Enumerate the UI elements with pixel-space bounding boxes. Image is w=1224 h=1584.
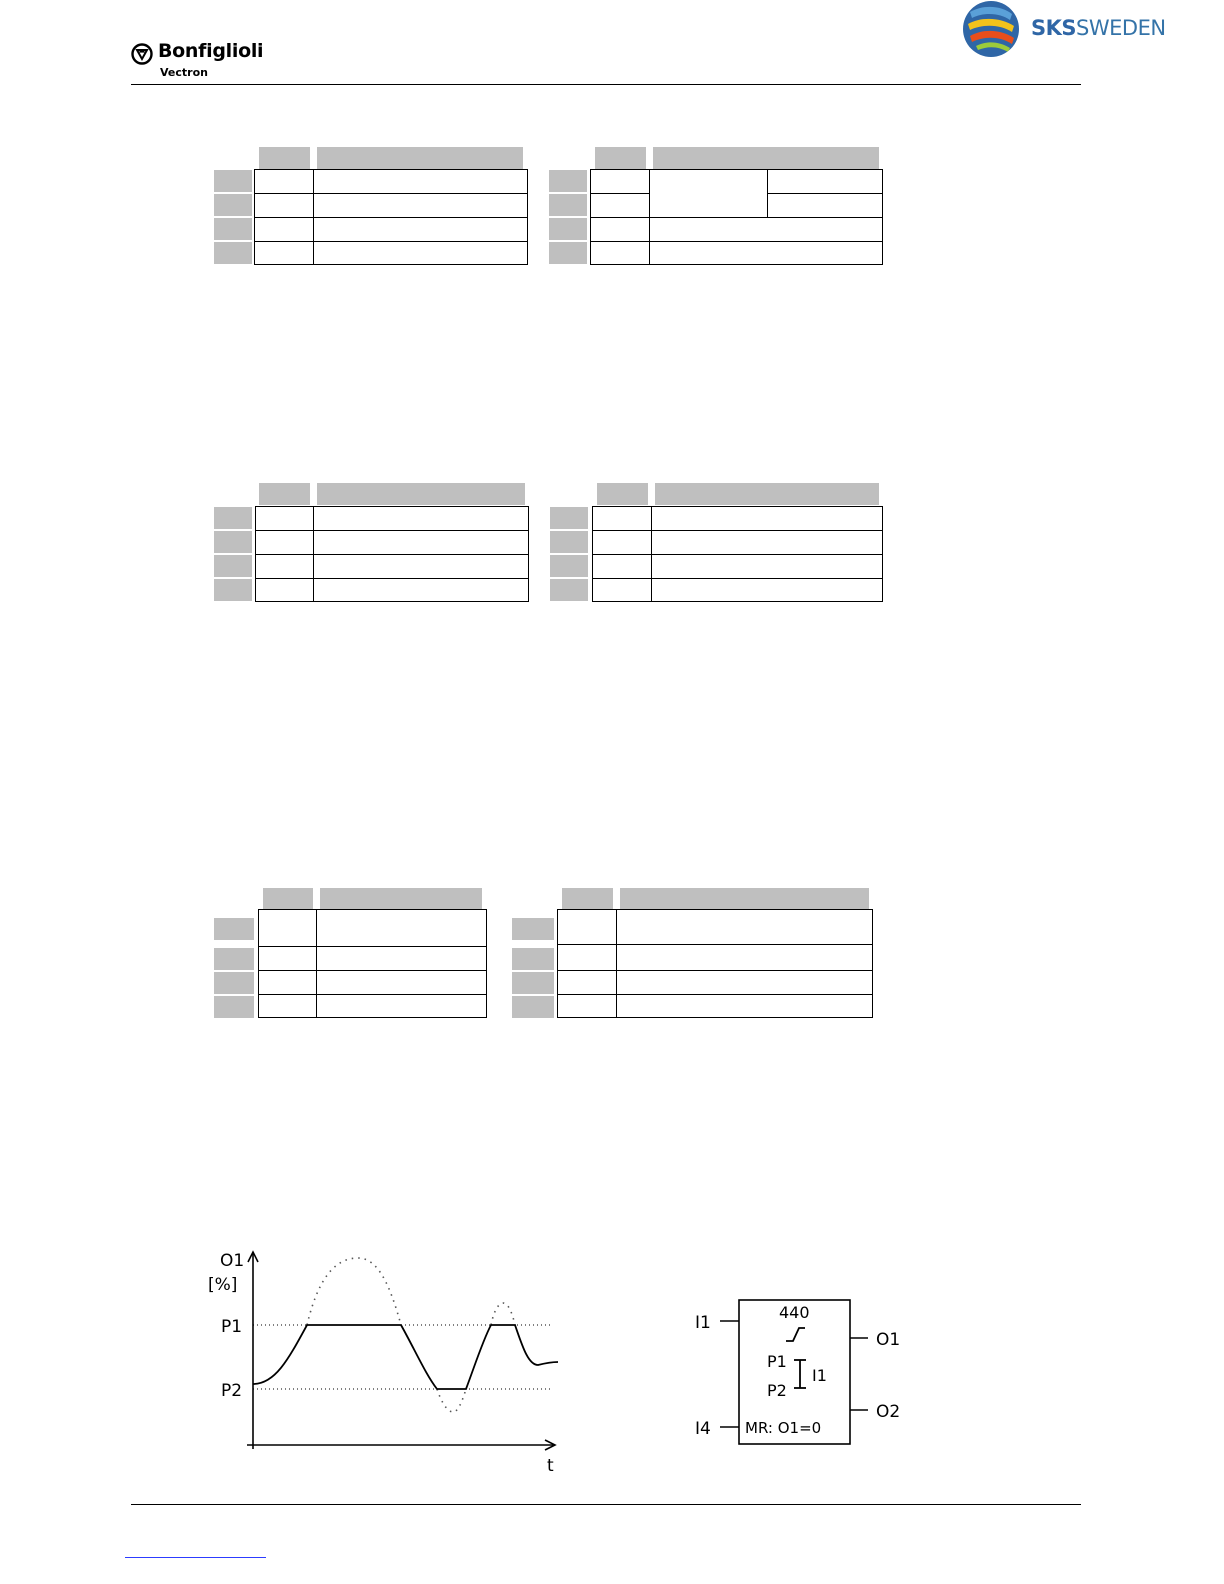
output-o2-label: O2 xyxy=(876,1402,901,1422)
row-header-cell xyxy=(214,948,254,970)
table-cell xyxy=(557,970,617,995)
sks-logo-rest: SWEDEN xyxy=(1076,16,1166,40)
table-cell xyxy=(616,994,873,1018)
row-header-cell xyxy=(214,170,252,192)
row-header-cell xyxy=(550,555,588,577)
table-cell xyxy=(649,241,883,265)
bonfiglioli-logo-text: Bonfiglioli xyxy=(158,40,264,62)
table-cell xyxy=(254,169,314,194)
y-axis-unit: [%] xyxy=(208,1275,238,1295)
range-input-label: I1 xyxy=(812,1366,827,1385)
row-header-cell xyxy=(550,531,588,553)
row-header-cell xyxy=(550,507,588,529)
row-header-cell xyxy=(214,218,252,240)
table-cell xyxy=(592,578,652,602)
table-cell xyxy=(590,217,650,242)
table-cell xyxy=(258,970,317,995)
limit-function-block xyxy=(690,1290,910,1460)
table-cell xyxy=(651,578,883,602)
sks-logo-icon xyxy=(962,0,1020,58)
table-cell xyxy=(651,506,883,531)
row-header-cell xyxy=(549,170,587,192)
row-header-cell xyxy=(214,972,254,994)
table-cell xyxy=(255,530,314,555)
table-cell xyxy=(316,946,487,971)
row-header-cell xyxy=(214,918,254,940)
p1-level-label: P1 xyxy=(221,1317,243,1337)
function-code: 440 xyxy=(779,1303,810,1322)
mode-label: MR: O1=0 xyxy=(745,1419,822,1437)
sks-logo-text xyxy=(1031,16,1166,40)
row-header-cell xyxy=(214,531,252,553)
table-cell xyxy=(313,217,528,242)
table-cell xyxy=(557,994,617,1018)
y-axis-label: O1 xyxy=(220,1251,245,1271)
table-cell xyxy=(254,241,314,265)
table-cell xyxy=(316,994,487,1018)
table-cell xyxy=(616,944,873,971)
table-header-cell xyxy=(259,147,310,169)
table-cell xyxy=(313,506,529,531)
table-cell xyxy=(258,946,317,971)
vectron-logo-text: Vectron xyxy=(160,66,208,79)
row-header-cell xyxy=(214,555,252,577)
row-header-cell xyxy=(549,218,587,240)
row-header-cell xyxy=(214,996,254,1018)
row-header-cell xyxy=(549,242,587,264)
table-header-cell xyxy=(259,483,310,505)
table-cell xyxy=(649,217,883,242)
row-header-cell xyxy=(214,194,252,216)
unlimited-input-curve xyxy=(437,1389,466,1412)
table-cell xyxy=(258,909,317,947)
table-cell xyxy=(651,530,883,555)
table-cell xyxy=(258,994,317,1018)
row-header-cell xyxy=(550,579,588,601)
table-header-cell xyxy=(317,147,523,169)
table-cell xyxy=(313,530,529,555)
table-cell xyxy=(592,506,652,531)
bonfiglioli-logo-icon xyxy=(131,43,153,65)
table-cell-merged xyxy=(649,169,768,218)
row-header-cell xyxy=(549,194,587,216)
table-cell xyxy=(590,169,650,194)
table-cell xyxy=(557,909,617,945)
unlimited-input-curve xyxy=(491,1303,515,1325)
row-header-cell xyxy=(214,579,252,601)
table-cell xyxy=(313,193,528,218)
footer-link-underline[interactable] xyxy=(125,1557,266,1558)
table-cell xyxy=(767,193,883,218)
row-header-cell xyxy=(214,507,252,529)
table-cell xyxy=(616,909,873,945)
table-cell xyxy=(255,578,314,602)
table-cell xyxy=(651,554,883,579)
row-header-cell xyxy=(512,918,554,940)
table-cell xyxy=(316,970,487,995)
row-header-cell xyxy=(512,996,554,1018)
limited-output-curve xyxy=(253,1325,558,1389)
table-header-cell xyxy=(263,888,313,909)
table-cell xyxy=(316,909,487,947)
input-i4-label: I4 xyxy=(695,1419,711,1439)
table-header-cell xyxy=(597,483,648,505)
limit-function-chart xyxy=(190,1240,590,1480)
limiter-symbol-icon xyxy=(786,1328,805,1341)
table-cell xyxy=(254,193,314,218)
output-o1-label: O1 xyxy=(876,1330,901,1350)
table-cell xyxy=(590,193,650,218)
row-header-cell xyxy=(512,972,554,994)
x-axis-label: t xyxy=(547,1456,554,1476)
table-header-cell xyxy=(653,147,879,169)
table-cell xyxy=(313,554,529,579)
table-header-cell xyxy=(562,888,613,909)
table-cell xyxy=(254,217,314,242)
table-header-cell xyxy=(655,483,879,505)
table-header-cell xyxy=(620,888,869,909)
table-cell xyxy=(590,241,650,265)
table-cell xyxy=(616,970,873,995)
table-cell xyxy=(313,169,528,194)
table-header-cell xyxy=(317,483,525,505)
table-cell xyxy=(767,169,883,194)
table-cell xyxy=(592,554,652,579)
header-rule xyxy=(131,84,1081,85)
table-cell xyxy=(592,530,652,555)
param-p2-label: P2 xyxy=(767,1381,787,1400)
row-header-cell xyxy=(214,242,252,264)
unlimited-input-curve xyxy=(307,1258,401,1325)
table-cell xyxy=(557,944,617,971)
table-header-cell xyxy=(595,147,646,169)
table-cell xyxy=(255,554,314,579)
table-cell xyxy=(313,241,528,265)
row-header-cell xyxy=(512,948,554,970)
table-cell xyxy=(255,506,314,531)
input-i1-label: I1 xyxy=(695,1313,711,1333)
p2-level-label: P2 xyxy=(221,1381,243,1401)
table-header-cell xyxy=(320,888,482,909)
table-cell xyxy=(313,578,529,602)
footer-rule xyxy=(131,1504,1081,1505)
param-p1-label: P1 xyxy=(767,1352,787,1371)
sks-logo-bold: SKS xyxy=(1031,16,1077,40)
